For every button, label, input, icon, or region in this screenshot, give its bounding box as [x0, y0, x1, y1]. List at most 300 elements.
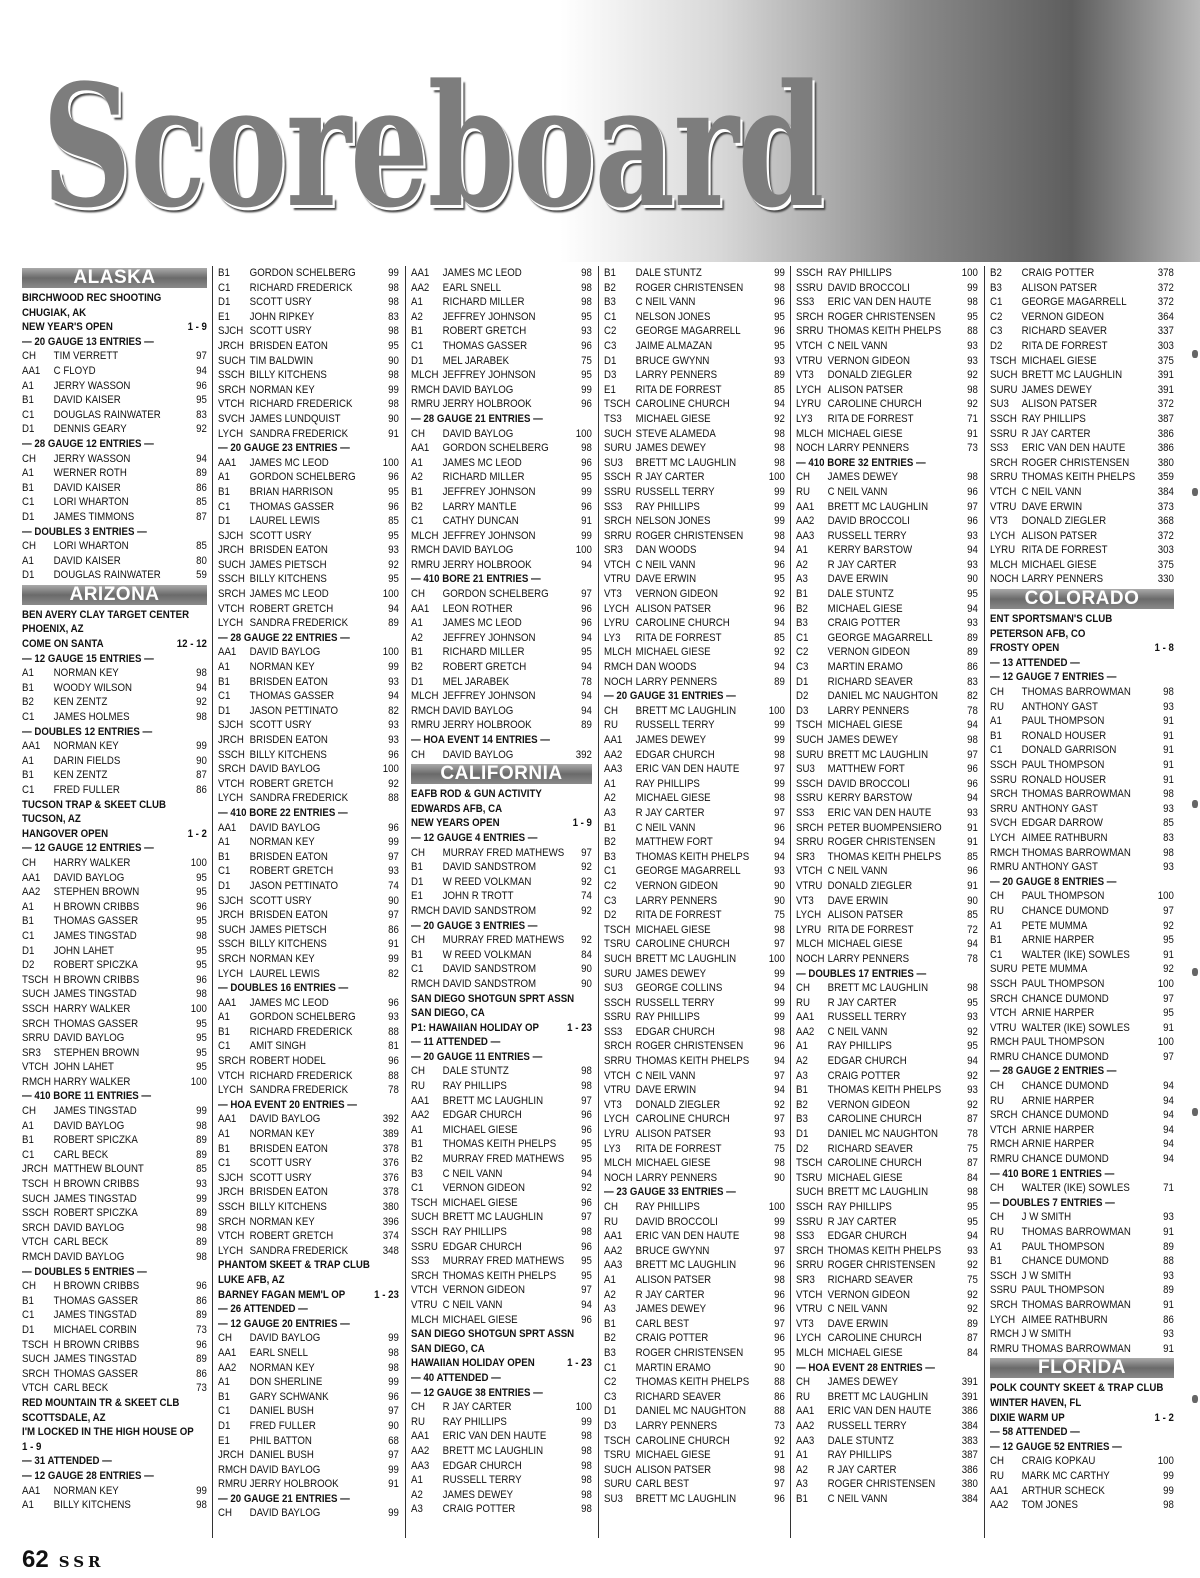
class-code: SRRU	[796, 1259, 824, 1272]
class-code: D2	[796, 690, 809, 703]
score: 78	[967, 1128, 978, 1141]
score: 93	[774, 1128, 785, 1141]
shooter-name: WERNER ROTH	[53, 467, 127, 480]
class-code: A1	[218, 1011, 230, 1024]
class-code: CH	[22, 856, 36, 869]
result-row	[604, 1171, 785, 1186]
result-row	[796, 1477, 978, 1492]
shooter-name: SCOTT USRY	[249, 296, 312, 309]
class-code: SJCH	[218, 719, 244, 732]
class-code: A3	[796, 573, 808, 586]
result-row	[22, 568, 207, 583]
result-row	[796, 1039, 978, 1054]
result-row	[22, 1075, 207, 1090]
shooter-name: ARNIE HARPER	[1021, 934, 1095, 947]
class-code: B1	[218, 1025, 230, 1038]
class-code: LYCH	[218, 1084, 244, 1097]
shooter-name: DONALD GARRISON	[1021, 744, 1117, 757]
class-code: CH	[796, 982, 810, 995]
class-code: C1	[22, 1309, 35, 1322]
result-row	[990, 1079, 1174, 1094]
score: 330	[1157, 573, 1174, 586]
result-row	[22, 1060, 207, 1075]
class-code: AA1	[22, 740, 41, 753]
shooter-name: KEN ZENTZ	[53, 769, 108, 782]
score: 95	[196, 1032, 207, 1045]
score: 91	[1163, 773, 1174, 786]
class-code: A1	[22, 667, 34, 680]
shooter-name: CRAIG POTTER	[827, 617, 901, 630]
club-heading: TUCSON, AZ	[22, 813, 81, 826]
score: 92	[581, 1182, 592, 1195]
score: 391	[1157, 369, 1174, 382]
result-row	[411, 558, 592, 573]
result-row	[796, 864, 978, 879]
shooter-name: PETER BUOMPENSIERO	[827, 821, 942, 834]
result-row	[218, 1404, 399, 1419]
class-code: LYCH	[604, 602, 630, 615]
score: 95	[196, 871, 207, 884]
shooter-name: JAMES DEWEY	[635, 734, 707, 746]
score: 95	[581, 369, 592, 382]
score: 98	[196, 988, 207, 1001]
score: 95	[388, 573, 399, 586]
shooter-name: NORMAN KEY	[249, 952, 315, 965]
shooter-name: DAVE ERWIN	[827, 894, 889, 907]
class-code: SS3	[796, 296, 815, 309]
shooter-name: ALISON PATSER	[1021, 529, 1098, 542]
result-row	[22, 1002, 207, 1017]
result-row	[990, 846, 1174, 861]
class-code: SURU	[796, 748, 824, 761]
result-row	[22, 944, 207, 959]
class-code: D2	[604, 909, 617, 922]
score: 96	[967, 485, 978, 498]
score: 92	[581, 875, 592, 888]
class-code: B1	[796, 1084, 808, 1097]
shooter-name: BRISDEN EATON	[249, 909, 328, 922]
score: 95	[388, 339, 399, 352]
score: 92	[388, 777, 399, 790]
class-code: RMRU	[411, 558, 441, 571]
class-code: LYCH	[990, 529, 1016, 542]
shooter-name: DAVID SANDSTROM	[442, 904, 537, 917]
shooter-name: MICHAEL GIESE	[635, 792, 711, 805]
class-code: B3	[604, 1346, 616, 1359]
shooter-name: ARTHUR SCHECK	[1021, 1484, 1105, 1497]
score: 94	[581, 1167, 592, 1180]
result-row	[218, 1200, 399, 1215]
event-heading	[990, 641, 1174, 656]
shooter-name: JAMES PIETSCH	[249, 923, 327, 936]
class-code: B1	[411, 861, 423, 874]
score: 100	[382, 588, 399, 601]
score: 97	[196, 350, 207, 363]
score: 86	[196, 784, 207, 796]
shooter-name: DAVID BAYLOG	[249, 763, 321, 776]
score: 91	[1163, 948, 1174, 961]
score: 92	[196, 696, 207, 709]
score: 88	[388, 792, 399, 805]
score: 96	[196, 379, 207, 392]
event-heading	[22, 637, 207, 652]
result-row	[604, 1390, 785, 1405]
result-row	[604, 441, 785, 456]
class-code: RU	[411, 1415, 425, 1428]
shooter-name: JAMES MC LEOD	[249, 456, 329, 469]
result-row	[990, 368, 1174, 383]
result-row	[796, 675, 978, 690]
shooter-name: RICHARD FREDERICK	[249, 1069, 353, 1082]
score: 92	[967, 369, 978, 382]
shooter-name: SANDRA FREDERICK	[249, 1084, 349, 1097]
class-code: SUCH	[218, 923, 246, 936]
shooter-name: DONALD ZIEGLER	[1021, 515, 1107, 528]
result-row	[218, 894, 399, 909]
state-header: FLORIDA	[990, 1358, 1174, 1378]
class-code: C2	[990, 310, 1003, 323]
event-heading	[411, 1021, 592, 1036]
class-code: TSCH	[604, 923, 631, 936]
class-code: AA1	[411, 602, 430, 615]
shooter-name: MICHAEL GIESE	[827, 427, 903, 440]
result-row	[604, 879, 785, 894]
shooter-name: JAMES TINGSTAD	[53, 1309, 137, 1322]
class-code: CH	[990, 1455, 1004, 1468]
result-row	[604, 295, 785, 310]
shooter-name: J W SMITH	[1021, 1269, 1072, 1282]
result-row	[990, 266, 1174, 281]
score: 92	[581, 904, 592, 917]
result-row	[411, 427, 592, 442]
result-row	[990, 1283, 1174, 1298]
class-code: CH	[22, 452, 36, 465]
result-row	[990, 992, 1174, 1007]
class-code: CH	[411, 427, 425, 440]
result-row	[604, 967, 785, 982]
class-code: C1	[218, 500, 231, 513]
score: 376	[382, 1157, 399, 1170]
shooter-name: JEFFREY JOHNSON	[442, 310, 536, 323]
event-name: NEW YEARS OPEN	[411, 817, 500, 830]
shooter-name: STEPHEN BROWN	[53, 886, 140, 899]
page-footer	[22, 1546, 105, 1572]
score: 100	[768, 471, 785, 484]
class-code: VTCH	[604, 1069, 631, 1082]
score: 96	[388, 1390, 399, 1403]
score: 99	[774, 996, 785, 1009]
shooter-name: SANDRA FREDERICK	[249, 427, 349, 440]
result-row	[604, 1317, 785, 1332]
result-row	[218, 967, 399, 982]
class-code: AA1	[604, 1230, 623, 1243]
result-row	[604, 324, 785, 339]
score: 386	[1157, 427, 1174, 440]
class-code: A1	[22, 1119, 34, 1132]
shooter-name: C NEIL VANN	[635, 558, 696, 571]
result-row	[411, 948, 592, 963]
shooter-name: RICHARD SEAVER	[827, 675, 914, 688]
score: 95	[196, 886, 207, 899]
shooter-name: RAY PHILLIPS	[827, 1449, 892, 1462]
result-row	[796, 1463, 978, 1478]
class-code: LY3	[604, 1142, 621, 1155]
shooter-name: JERRY WASSON	[53, 379, 131, 392]
class-code: SRCH	[22, 1367, 50, 1380]
score: 100	[1157, 1036, 1174, 1049]
class-code: VTCH	[22, 1382, 49, 1395]
shooter-name: JOHN R TROTT	[442, 890, 514, 903]
shooter-name: DAVID BAYLOG	[249, 1332, 321, 1345]
score: 88	[1163, 1255, 1174, 1268]
class-code: D1	[22, 944, 35, 957]
result-row	[604, 1463, 785, 1478]
class-code: AA3	[796, 529, 815, 542]
class-code: SSCH	[990, 759, 1017, 771]
result-row	[218, 1434, 399, 1449]
event-heading	[22, 320, 207, 335]
class-code: C1	[990, 296, 1003, 309]
score: 380	[1157, 456, 1174, 469]
result-row	[604, 777, 785, 792]
score: 374	[382, 1230, 399, 1243]
score: 95	[774, 310, 785, 323]
shooter-name: DALE STUNTZ	[827, 588, 894, 601]
score: 99	[774, 967, 785, 980]
class-code: B2	[796, 602, 808, 615]
score: 100	[1157, 1455, 1174, 1468]
result-row	[604, 704, 785, 719]
class-code: CH	[218, 1507, 232, 1520]
result-row	[604, 835, 785, 850]
class-code: SRCH	[218, 952, 246, 965]
result-row	[218, 1346, 399, 1361]
score: 85	[196, 540, 207, 553]
class-code: B1	[22, 481, 34, 494]
entries-heading: — 20 GAUGE 3 ENTRIES —	[411, 919, 538, 932]
score: 97	[774, 938, 785, 951]
score: 98	[581, 1503, 592, 1516]
club-heading: SAN DIEGO, CA	[411, 1007, 485, 1020]
score: 93	[196, 1178, 207, 1191]
shooter-name: GEORGE MAGARRELL	[635, 865, 741, 878]
result-row	[218, 1361, 399, 1376]
shooter-name: TIM VERRETT	[53, 350, 119, 363]
score: 88	[388, 1069, 399, 1082]
result-row	[218, 850, 399, 865]
class-code: A2	[411, 631, 423, 644]
shooter-name: PHIL BATTON	[249, 1434, 312, 1447]
shooter-name: JEFFREY JOHNSON	[442, 529, 536, 542]
class-code: A1	[411, 617, 423, 630]
shooter-name: LARRY PENNERS	[827, 442, 910, 455]
score: 94	[774, 1055, 785, 1068]
result-row	[990, 572, 1174, 587]
class-code: B1	[604, 267, 616, 279]
shooter-name: RITA DE FORREST	[1021, 339, 1108, 352]
score: 98	[196, 1499, 207, 1512]
score: 93	[388, 865, 399, 878]
class-code: B1	[411, 948, 423, 961]
class-code: RU	[990, 904, 1004, 917]
class-code: SU3	[604, 982, 623, 995]
class-code: LYRU	[990, 544, 1016, 557]
result-row	[411, 1152, 592, 1167]
result-row	[411, 962, 592, 977]
result-row	[796, 1098, 978, 1113]
result-row	[604, 1098, 785, 1113]
score: 92	[388, 558, 399, 571]
score: 98	[774, 1273, 785, 1286]
class-code: RMRU	[990, 1153, 1020, 1166]
score: 94	[967, 719, 978, 732]
class-code: SSCH	[990, 412, 1017, 425]
margin-mark	[1192, 800, 1198, 808]
result-row	[604, 675, 785, 690]
class-code: CH	[22, 1280, 36, 1293]
result-row	[604, 310, 785, 325]
class-code: JRCH	[218, 544, 244, 557]
result-row	[22, 1192, 207, 1207]
class-code: SUCH	[218, 354, 246, 367]
shooter-name: NORMAN KEY	[249, 1128, 315, 1141]
class-code: B1	[218, 267, 230, 279]
score: 90	[196, 754, 207, 767]
result-row	[990, 1269, 1174, 1284]
result-row	[22, 1235, 207, 1250]
score: 94	[967, 1230, 978, 1243]
shooter-name: JOHN LAHET	[53, 944, 114, 957]
entries-heading: — HOA EVENT 14 ENTRIES —	[411, 734, 550, 746]
class-code: B1	[218, 1142, 230, 1155]
result-row	[22, 1367, 207, 1382]
shooter-name: CRAIG POTTER	[442, 1503, 516, 1516]
shooter-name: CHANCE DUMOND	[1021, 904, 1109, 917]
result-row	[411, 456, 592, 471]
score: 100	[575, 1401, 592, 1414]
shooter-name: VERNON GIDEON	[827, 1288, 910, 1301]
result-row	[796, 1215, 978, 1230]
class-code: RMCH	[411, 977, 441, 990]
result-row	[22, 349, 207, 364]
shooter-name: NELSON JONES	[635, 515, 711, 528]
score: 96	[581, 1123, 592, 1136]
shooter-name: C NEIL VANN	[827, 1025, 888, 1038]
shooter-name: LARRY PENNERS	[827, 952, 910, 965]
result-row	[796, 981, 978, 996]
shooter-name: BRISDEN EATON	[249, 675, 328, 688]
score: 92	[581, 861, 592, 874]
class-code: MLCH	[796, 427, 824, 440]
result-row	[411, 354, 592, 369]
result-row	[990, 456, 1174, 471]
shooter-name: MICHAEL GIESE	[827, 1346, 903, 1359]
event-date: 1 - 9	[572, 817, 592, 830]
result-row	[604, 470, 785, 485]
result-row	[796, 1112, 978, 1127]
shooter-name: MICHAEL GIESE	[827, 1171, 903, 1184]
result-row	[218, 937, 399, 952]
result-row	[796, 908, 978, 923]
class-code: SRRU	[22, 1032, 50, 1045]
score: 91	[1163, 715, 1174, 728]
shooter-name: ROBERT SPICZKA	[53, 959, 138, 972]
score: 97	[388, 909, 399, 922]
class-code: VT3	[990, 515, 1008, 528]
result-row	[22, 554, 207, 569]
result-row	[411, 1196, 592, 1211]
result-row	[411, 616, 592, 631]
class-code: SS3	[796, 1230, 815, 1243]
shooter-name: KERRY BARSTOW	[827, 792, 913, 805]
score: 91	[1163, 1342, 1174, 1355]
shooter-name: DENNIS GEARY	[53, 423, 127, 436]
score: 92	[774, 412, 785, 425]
results-columns	[22, 266, 1192, 1536]
shooter-name: RUSSELL TERRY	[635, 719, 715, 732]
score: 93	[967, 558, 978, 571]
shooter-name: ALISON PATSER	[827, 383, 904, 396]
class-code: B2	[411, 1153, 423, 1166]
club-heading: SAN DIEGO SHOTGUN SPRT ASSN	[411, 1328, 575, 1341]
shooter-name: MICHAEL GIESE	[1021, 558, 1097, 571]
score: 94	[196, 681, 207, 694]
score: 95	[774, 1346, 785, 1359]
score: 97	[967, 500, 978, 513]
entries-heading: — 40 ATTENDED —	[411, 1371, 501, 1384]
result-row	[796, 718, 978, 733]
result-row	[796, 821, 978, 836]
score: 98	[581, 1474, 592, 1487]
result-row	[796, 602, 978, 617]
result-row	[218, 354, 399, 369]
shooter-name: DAVID BAYLOG	[442, 383, 514, 396]
score: 98	[774, 529, 785, 542]
score: 78	[581, 675, 592, 688]
class-code: C1	[22, 1148, 35, 1161]
score: 96	[581, 398, 592, 411]
class-code: SVCH	[990, 817, 1017, 830]
score: 96	[967, 777, 978, 790]
class-code: A1	[411, 296, 423, 309]
score: 95	[1163, 1007, 1174, 1020]
result-row	[218, 791, 399, 806]
class-code: VTCH	[22, 1061, 49, 1074]
shooter-name: JAIME ALMAZAN	[635, 339, 713, 352]
result-row	[218, 368, 399, 383]
shooter-name: BRETT MC LAUGHLIN	[442, 1094, 544, 1107]
result-row	[604, 1025, 785, 1040]
result-row	[990, 700, 1174, 715]
class-code: VTCH	[411, 1284, 438, 1297]
shooter-name: DAVID BAYLOG	[249, 1507, 321, 1520]
shooter-name: FRED FULLER	[53, 784, 120, 796]
class-code: VTCH	[604, 558, 631, 571]
shooter-name: C FLOYD	[53, 364, 96, 377]
result-row	[22, 481, 207, 496]
event-date: 1 - 23	[374, 1288, 399, 1301]
shooter-name: GARY SCHWANK	[249, 1390, 329, 1403]
event-name: DIXIE WARM UP	[990, 1411, 1065, 1424]
result-row	[990, 1469, 1174, 1484]
score: 94	[774, 661, 785, 674]
class-code: C1	[218, 1040, 231, 1053]
class-code: AA3	[604, 1259, 623, 1272]
result-row	[22, 1133, 207, 1148]
class-code: D1	[22, 510, 35, 523]
score: 99	[774, 267, 785, 279]
result-row	[218, 587, 399, 602]
